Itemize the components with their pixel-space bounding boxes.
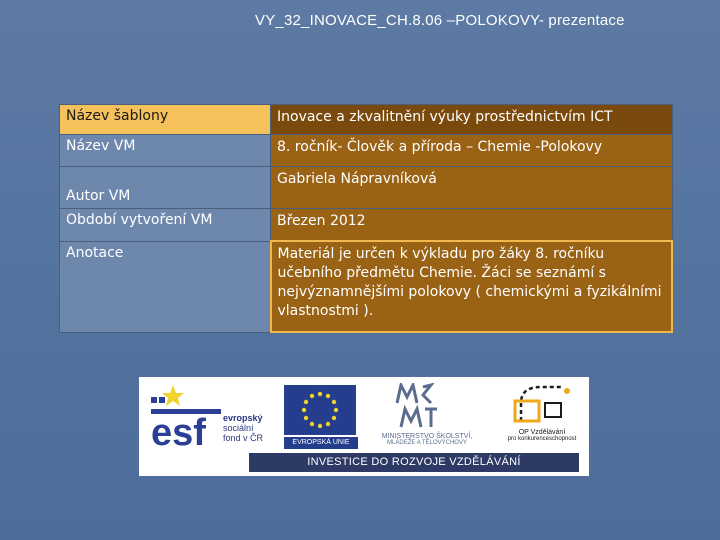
eu-caption: EVROPSKÁ UNIE [284,437,358,449]
row-value: 8. ročník- Člověk a příroda – Chemie -Polokovy [271,135,673,167]
esf-logo [151,383,279,449]
investment-banner-text: INVESTICE DO ROZVOJE VZDĚLÁVÁNÍ [249,453,579,472]
row-label: Název šablony [60,105,271,135]
row-label: Anotace [60,241,271,332]
metadata-table [59,104,673,333]
eu-flag-icon [284,385,356,435]
op-text-line: OP Vzdělávání [518,429,566,436]
msmt-text-line: MINISTERSTVO ŠKOLSTVÍ, [381,433,473,440]
op-mark-icon [501,381,583,425]
row-value: Inovace a zkvalitnění výuky prostřednictvím ICT [271,105,673,135]
row-label: Období vytvoření VM [60,209,271,242]
table-row [60,135,673,167]
row-label: Název VM [60,135,271,167]
row-value: Březen 2012 [271,209,673,242]
row-value: Gabriela Nápravníková [271,167,673,209]
table-row [60,167,673,209]
msmt-mark-icon [365,383,489,429]
op-logo [501,381,583,449]
op-text-line: pro konkurenceschopnost [507,436,577,442]
row-label: Autor VM [60,167,271,209]
msmt-text-line: MLÁDEŽE A TĚLOVÝCHOVY [387,440,467,446]
msmt-logo [365,383,489,449]
esf-text-line: sociální [223,423,254,433]
table-row [60,209,673,242]
esf-mark-icon [151,383,221,449]
svg-text:esf: esf [151,412,206,449]
funding-logos-banner [139,377,589,476]
eu-logo [284,385,358,449]
slide-title: VY_32_INOVACE_CH.8.06 –POLOKOVY- prezentace [255,12,625,29]
esf-text-line: fond v ČR [223,433,264,443]
table-row [60,105,673,135]
esf-text-line: evropský [223,413,263,423]
table-row [60,241,673,332]
row-value: Materiál je určen k výkladu pro žáky 8. ročníku učebního předmětu Chemie. Žáci se seznámí s nejvýznamnějšími polokovy ( chemickými a fyzikálními vlastnostmi ). [271,241,673,332]
